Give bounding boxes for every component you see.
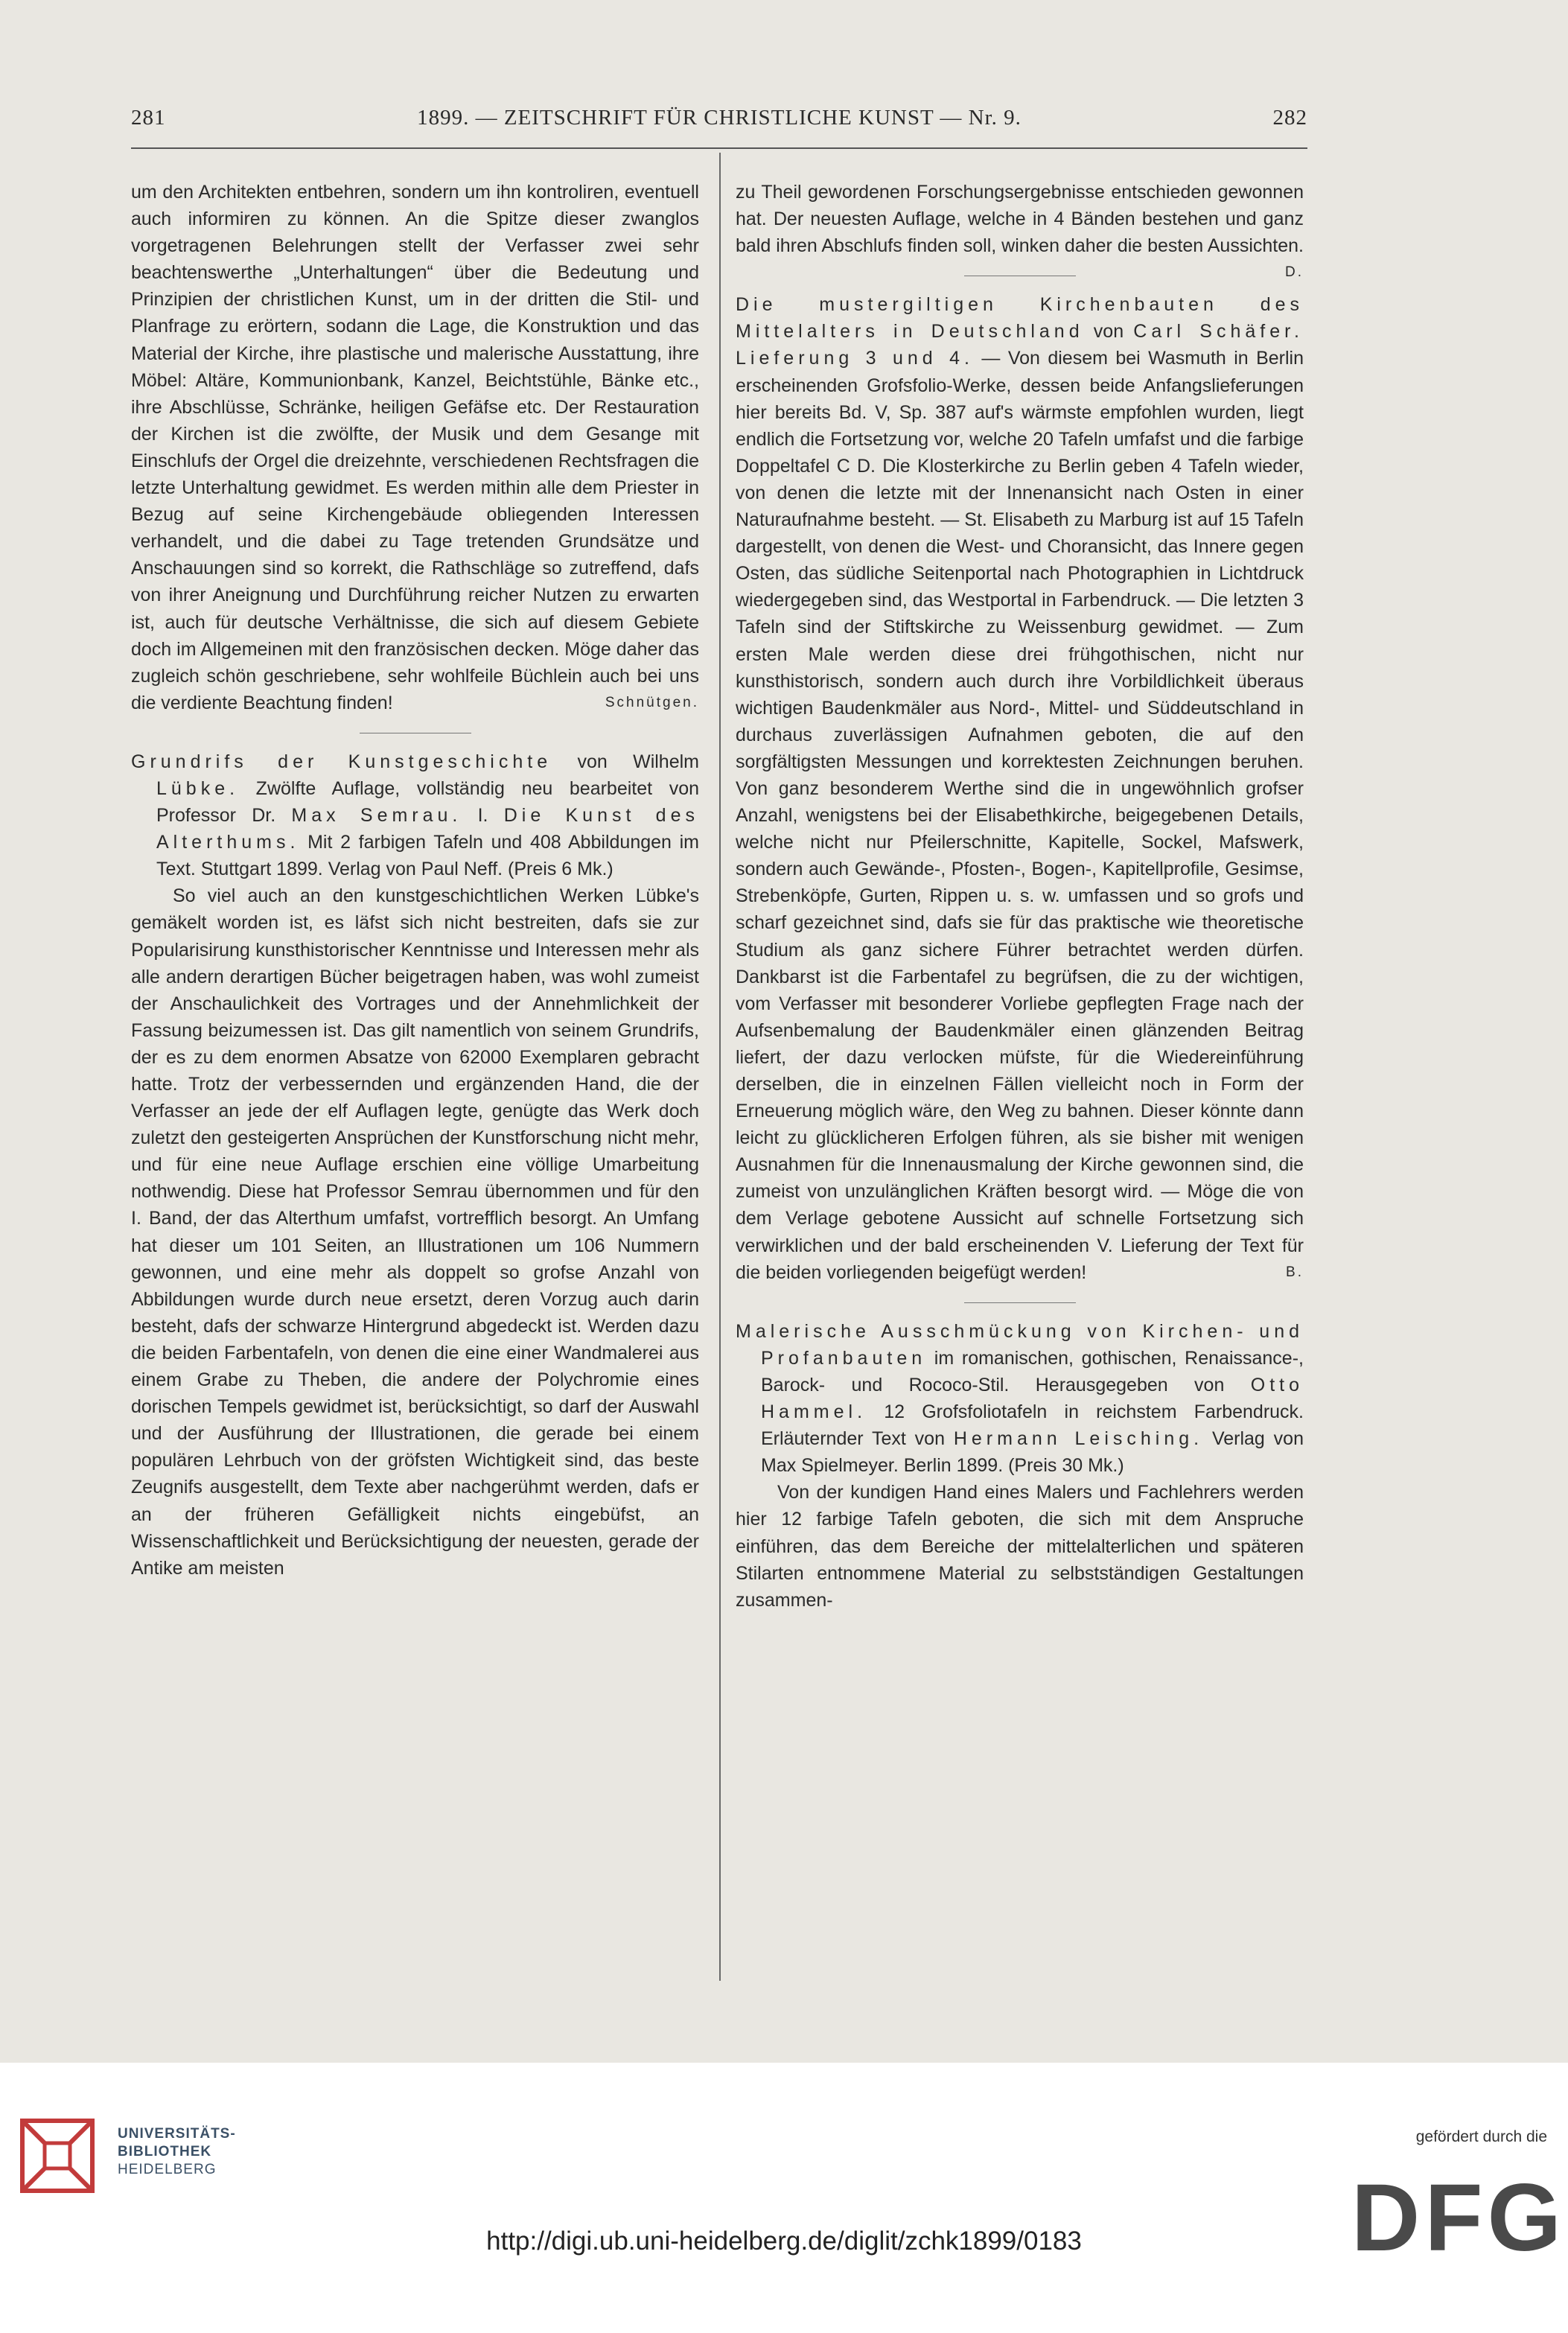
heading-text: Mit 2 farbigen Tafeln und 408 Abbildungen im Text. Stuttgart 1899. Verlag von Paul Neff. (Preis 6 Mk.) <box>156 832 699 880</box>
library-line: BIBLIOTHEK <box>118 2144 212 2159</box>
library-line: HEIDELBERG <box>118 2162 217 2177</box>
paragraph-text: zu Theil gewordenen Forschungsergebnisse entschieden gewonnen hat. Der neuesten Auflage, welche in 4 Bänden bestehen und ganz bald ihren Abschlufs finden soll, winken daher die besten Aussichten. <box>736 182 1304 257</box>
dfg-logo-text: DFG <box>1351 2165 1567 2271</box>
issue-number: Lieferung 3 und 4. <box>736 348 974 369</box>
heading-text: von Wilhelm <box>552 751 699 772</box>
heading-text: 12 Grofsfoliotafeln in reichstem Farbendruck. Erläuternder Text von <box>761 1401 1304 1450</box>
review-4-body: Von der kundigen Hand eines Malers und Fachlehrers werden hier 12 farbige Tafeln geboten, die sich mit dem Anspruche einführen, das dem Bereiche der mittelalterlichen und späteren Stilarten entnommene Material zu selbstständigen Gestaltungen zusammen- <box>736 1482 1304 1611</box>
university-seal-icon <box>16 2115 98 2197</box>
book-title: Die mustergiltigen Kirchenbauten des Mittelalters in Deutschland <box>736 294 1304 343</box>
review-2-continuation <box>736 179 1304 281</box>
editor-name: Max Semrau. <box>291 805 462 827</box>
page-number-right: 282 <box>1272 106 1307 130</box>
column-divider <box>719 153 721 1981</box>
review-2-heading <box>131 748 699 882</box>
signature: B. <box>1286 1264 1304 1280</box>
page-number-left: 281 <box>131 106 166 130</box>
author-name: Lübke. <box>156 777 240 799</box>
heading-text: Verlag von Max Spielmeyer. Berlin 1899. (Preis 30 Mk.) <box>761 1428 1304 1477</box>
permalink[interactable]: http://digi.ub.uni-heidelberg.de/diglit/zchk1899/0183 <box>486 2227 1082 2256</box>
signature: D. <box>1285 264 1304 281</box>
book-title: Malerische Ausschmückung von Kirchen- und Profanbauten <box>736 1320 1304 1369</box>
sponsor-label: gefördert durch die <box>1415 2128 1547 2145</box>
heading-text: I. <box>462 805 504 827</box>
editor-name: Otto Hammel. <box>761 1374 1304 1423</box>
author-name: Carl Schäfer. <box>1133 321 1304 343</box>
header-rule <box>131 147 1307 149</box>
left-column <box>131 179 699 1582</box>
section-separator <box>964 1302 1076 1303</box>
library-line: UNIVERSITÄTS- <box>118 2126 236 2142</box>
heading-text: Zwölfte Auflage, vollständig neu bearbeitet von Professor Dr. <box>156 777 699 827</box>
viewer-footer <box>0 2063 1568 2333</box>
library-name <box>118 2125 236 2179</box>
journal-title: 1899. — ZEITSCHRIFT FÜR CHRISTLICHE KUNST — Nr. 9. <box>417 106 1022 130</box>
book-title: Grundrifs der Kunstgeschichte <box>131 751 552 772</box>
review-2-body: So viel auch an den kunstgeschichtlichen Werken Lübke's gemäkelt worden ist, es läfst sich nicht bestreiten, dafs sie zur Popularisirung kunsthistorischer Kenntnisse und Interessen mehr als alle andern derartigen Bücher beigetragen haben, was wohl zumeist der Anschaulichkeit des Vortrages und der Annehmlichkeit der Fassung beizumessen ist. Das gilt namentlich von seinem Grundrifs, der es zu dem enormen Absatze von 62000 Exemplaren gebracht hatte. Trotz der verbessernden und ergänzenden Hand, die der Verfasser an jede der elf Auflagen legte, genügte das Werk doch zuletzt den gesteigerten Ansprüchen der Kunstforschung nicht mehr, und für eine neue Auflage erschien eine völlige Umarbeitung nothwendig. Diese hat Professor Semrau übernommen und für den I. Band, der das Alterthum umfafst, vortrefflich besorgt. An Umfang hat dieser um 101 Seiten, an Illustrationen um 106 Nummern gewonnen, und eine mehr als doppelt so grofse Anzahl von Abbildungen wurde durch neue ersetzt, deren Vorzug auch darin besteht, dafs der schwarze Hintergrund abgedeckt ist. Werden dazu die beiden Farbentafeln, von denen die eine einer Wandmalerei aus einem Grabe zu Theben, die andere der Polychromie eines dorischen Tempels gewidmet ist, berücksichtigt, so darf der Auswahl und der Ausführung der Illustrationen, die gerade bei einem populären Lehrbuch von der gröfsten Wichtigkeit sind, das beste Zeugnifs ausgestellt, dem Texte aber nachgerühmt werden, dafs er an der früheren Gefälligkeit nichts eingebüfst, an Wissenschaftlichkeit und Berücksichtigung der neuesten, gerade der Antike am meisten <box>131 885 699 1579</box>
paragraph-text: um den Architekten entbehren, sondern um ihn kontroliren, eventuell auch informiren zu können. An die Spitze dieser zwanglos vorgetragenen Belehrungen stellt der Verfasser zwei sehr beachtenswerthe „Unterhaltungen“ über die Bedeutung und Prinzipien der christlichen Kunst, um in der dritten die Stil- und Planfrage zu erörtern, sodann die Lage, die Konstruktion und das Material der Kirche, ihre plastische und malerische Ausstattung, ihre Möbel: Altäre, Kommunionbank, Kanzel, Beichtstühle, Bänke etc., ihre Abschlüsse, Schränke, heiligen Gefäfse etc. Der Restauration der Kirchen ist die zwölfte, der Musik und dem Gesange mit Einschlufs der Orgel die dreizehnte, verschiedenen Rechtsfragen die letzte Unterhaltung gewidmet. Es werden mithin alle dem Priester in Bezug auf seine Kirchengebäude obliegenden Interessen verhandelt, und die dabei zu Tage tretenden Grundsätze und Anschauungen sind so korrekt, die Rathschläge so zutreffend, dafs von ihrer Aneignung und Durchführung reicher Nutzen zu erwarten ist, auch für deutsche Verhältnisse, die sich auf diesem Gebiete doch im Allgemeinen mit den französischen decken. Möge daher das zugleich schön geschriebene, sehr wohlfeile Büchlein auch bei uns die verdiente Beachtung finden! <box>131 182 699 713</box>
signature: Schnütgen. <box>605 694 699 710</box>
volume-title: Die Kunst des Alterthums. <box>156 805 699 853</box>
author-name: Hermann Leisching. <box>953 1428 1204 1450</box>
dfg-logo-icon <box>1351 2165 1567 2271</box>
review-4-heading <box>736 1318 1304 1480</box>
heading-text: im romanischen, gothischen, Renaissance-, Barock- und Rococo-Stil. Herausgegeben von <box>761 1347 1304 1395</box>
right-column <box>736 179 1304 1614</box>
running-header <box>131 106 1307 136</box>
heading-text: von <box>1083 321 1134 343</box>
paragraph-text: — Von diesem bei Wasmuth in Berlin erscheinenden Grofsfolio-Werke, dessen beide Anfangslieferungen hier bereits Bd. V, Sp. 387 auf's wärmste empfohlen wurden, liegt endlich die Fortsetzung vor, welche 20 Tafeln umfafst und die farbige Doppeltafel C D. Die Klosterkirche zu Berlin geben 4 Tafeln wieder, von denen die letzte mit der Innenansicht nach Osten in einer Naturaufnahme besteht. — St. Elisabeth zu Marburg ist auf 15 Tafeln dargestellt, von denen die West- und Choransicht, das Innere gegen Osten, das südliche Seitenportal nach Photographien in Lichtdruck wiedergegeben sind, das Westportal in Farbendruck. — Die letzten 3 Tafeln sind der Stiftskirche zu Weissenburg gewidmet. — Zum ersten Male werden diese drei frühgothischen, nicht nur kunsthistorisch, sondern auch durch ihre Vorbildlichkeit überaus wichtigen Baudenkmäler aus Nord-, Mittel- und Süddeutschland in durchaus zuverlässigen Aufnahmen geboten, die auf den sorgfältigsten Messungen und korrektesten Zeichnungen beruhen. Von ganz besonderem Werthe sind die in ungewöhnlich grofser Anzahl, wenigstens bei der Elisabethkirche, beigegebenen Details, welche nicht nur Pfeilerschnitte, Kapitelle, Sockel, Mafswerk, sondern auch Gewände-, Pfosten-, Bogen-, Kapitellprofile, Gesimse, Strebenköpfe, Gurten, Rippen u. s. w. umfassen und so grofs und scharf gezeichnet sind, dafs sie für das praktische wie theoretische Studium als ganz sichere Führer betrachtet werden dürfen. Dankbarst ist die Farbentafel zu begrüfsen, die zu der wichtigen, vom Verfasser mit besonderer Vorliebe gepflegten Frage nach der Aufsenbemalung der Baudenkmäler einen glänzenden Beitrag liefert, der dazu verlocken müfste, für die Wiedereinführung derselben, die in einzelnen Fällen vielleicht noch in Form der Erneuerung möglich wäre, den Weg zu bahnen. Dieser könnte dann leicht zu glücklicheren Erfolgen führen, als sie bisher mit wenigen Ausnahmen für die Innenausmalung der Kirche gewonnen sind, die zumeist von unzulänglichen Kräften besorgt wird. — Möge die von dem Verlage gebotene Aussicht auf schnelle Fortsetzung sich verwirklichen und der bald erscheinenden V. Lieferung der Text für die beiden vorliegenden beigefügt werden! <box>736 348 1304 1283</box>
review-1-continuation <box>131 179 699 716</box>
review-3 <box>736 291 1304 1285</box>
